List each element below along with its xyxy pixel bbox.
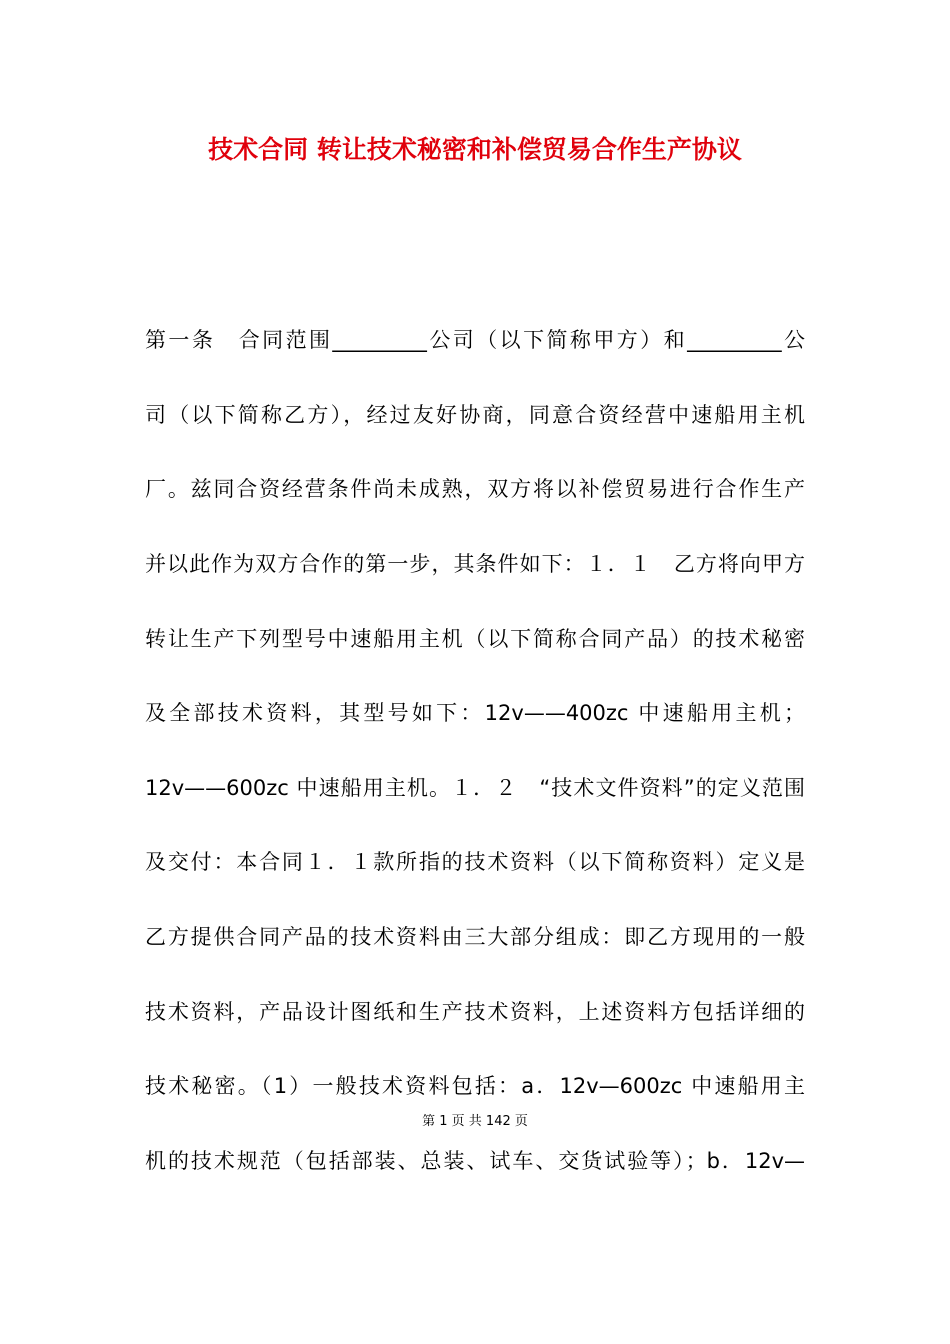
page-footer: 第 1 页 共 142 页 xyxy=(422,1114,528,1129)
body-line-9: 乙方提供合同产品的技术资料由三大部分组成：即乙方现用的一般 xyxy=(145,925,805,949)
body-line-11: 技术秘密。（1）一般技术资料包括：a．12v—600zc 中速船用主 xyxy=(145,1074,805,1098)
body-line-6: 及全部技术资料，其型号如下：12v——400zc 中速船用主机； xyxy=(145,701,805,725)
body-line-3: 厂。兹同合资经营条件尚未成熟，双方将以补偿贸易进行合作生产 xyxy=(145,477,805,501)
body-line-4: 并以此作为双方合作的第一步，其条件如下：１．１ 乙方将向甲方 xyxy=(145,552,805,576)
body-line-7: 12v——600zc 中速船用主机。１．２ “技术文件资料”的定义范围 xyxy=(145,776,805,800)
document-title: 技术合同 转让技术秘密和补偿贸易合作生产协议 xyxy=(208,135,742,164)
body-line-1: 第一条 合同范围_________公司（以下简称甲方）和_________公 xyxy=(145,328,805,352)
body-line-5: 转让生产下列型号中速船用主机（以下简称合同产品）的技术秘密 xyxy=(145,627,805,651)
body-line-8: 及交付：本合同１．１款所指的技术资料（以下简称资料）定义是 xyxy=(145,850,805,874)
body-line-12: 机的技术规范（包括部装、总装、试车、交货试验等）；b．12v— xyxy=(145,1149,805,1173)
body-line-2: 司（以下简称乙方），经过友好协商，同意合资经营中速船用主机 xyxy=(145,403,805,427)
body-line-10: 技术资料，产品设计图纸和生产技术资料，上述资料方包括详细的 xyxy=(145,1000,805,1024)
